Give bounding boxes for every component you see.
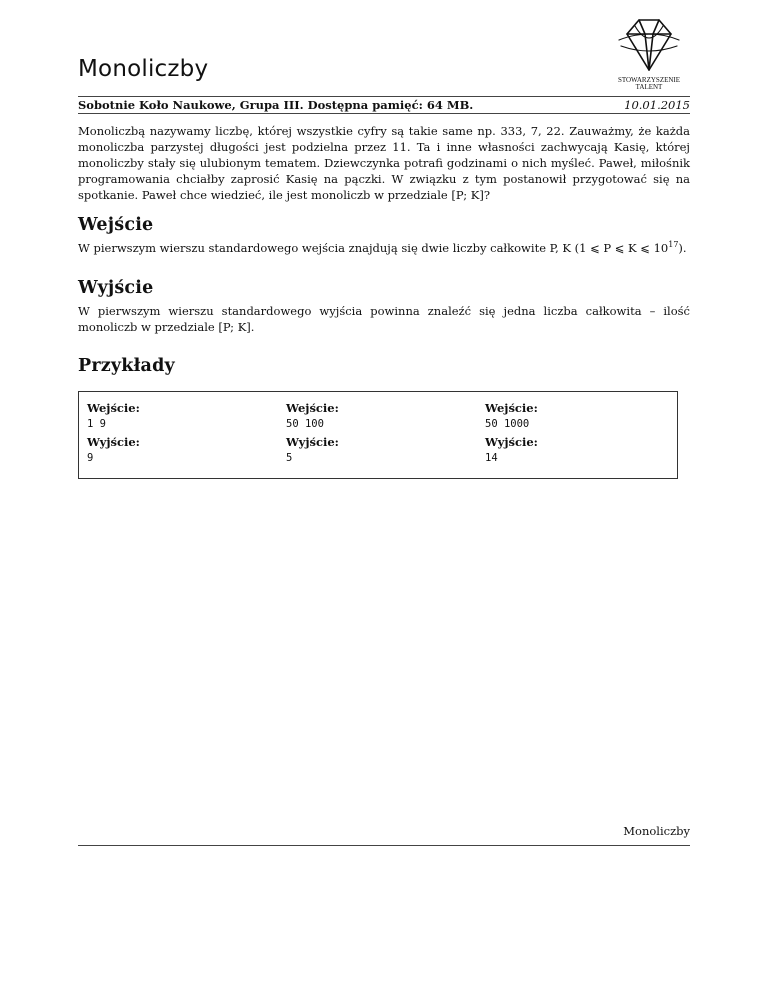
example-output-label: Wyjście: [286,435,339,449]
talent-crystal-logo-icon [617,16,681,76]
example-column [477,392,676,478]
header-rule-bottom [78,113,690,114]
example-input-value: 50 1000 [485,418,530,430]
input-heading: Wejście [78,215,154,235]
input-text-before: W pierwszym wierszu standardowego wejścia znajdują się dwie liczby całkowite P, K (1 ⩽ P ⩽ K ⩽ 10 [78,241,669,255]
examples-heading: Przykłady [78,356,175,376]
logo-text-line2: TALENT [635,83,663,91]
input-text-after: ). [678,241,687,255]
footer-title: Monoliczby [623,824,690,838]
example-input-value: 1 9 [87,418,106,430]
example-output-value: 5 [286,452,293,464]
example-input-label: Wejście: [87,401,140,415]
header-info: Sobotnie Koło Naukowe, Grupa III. Dostępna pamięć: 64 MB. [78,98,474,112]
input-paragraph [78,240,690,256]
example-input-value: 50 100 [286,418,324,430]
header-line [78,97,690,113]
example-input-label: Wejście: [485,401,538,415]
example-output-value: 9 [87,452,94,464]
talent-logo [608,16,690,94]
footer-rule [78,845,690,846]
example-output-value: 14 [485,452,498,464]
example-column [79,392,278,478]
header-date: 10.01.2015 [624,98,690,112]
input-exponent: 17 [668,240,679,250]
document-page [78,0,690,994]
document-title: Monoliczby [78,56,209,82]
logo-text-line1: STOWARZYSZENIE [617,76,681,84]
example-output-label: Wyjście: [485,435,538,449]
output-paragraph: W pierwszym wierszu standardowego wyjścia powinna znaleźć się jedna liczba całkowita – ilość monoliczb w przedziale [P; K]. [78,304,690,334]
example-input-label: Wejście: [286,401,339,415]
example-output-label: Wyjście: [87,435,140,449]
intro-paragraph: Monoliczbą nazywamy liczbę, której wszystkie cyfry są takie same np. 333, 7, 22. Zauważmy, że każda monoliczba parzystej długości jest podzielna przez 11. Ta i inne własności zachwycają Kasię, której monoliczby stały się ulubionym tematem. Dziewczynka potrafi godzinami o nich myśleć. Paweł, miłośnik programowania chciałby zaprosić Kasię na pączki. W związku z tym postanowił przygotować się na spotkanie. Paweł chce wiedzieć, ile jest monoliczb w przedziale [P; K]? [78,124,690,202]
examples-box [78,391,678,479]
example-column [278,392,477,478]
output-heading: Wyjście [78,278,154,298]
